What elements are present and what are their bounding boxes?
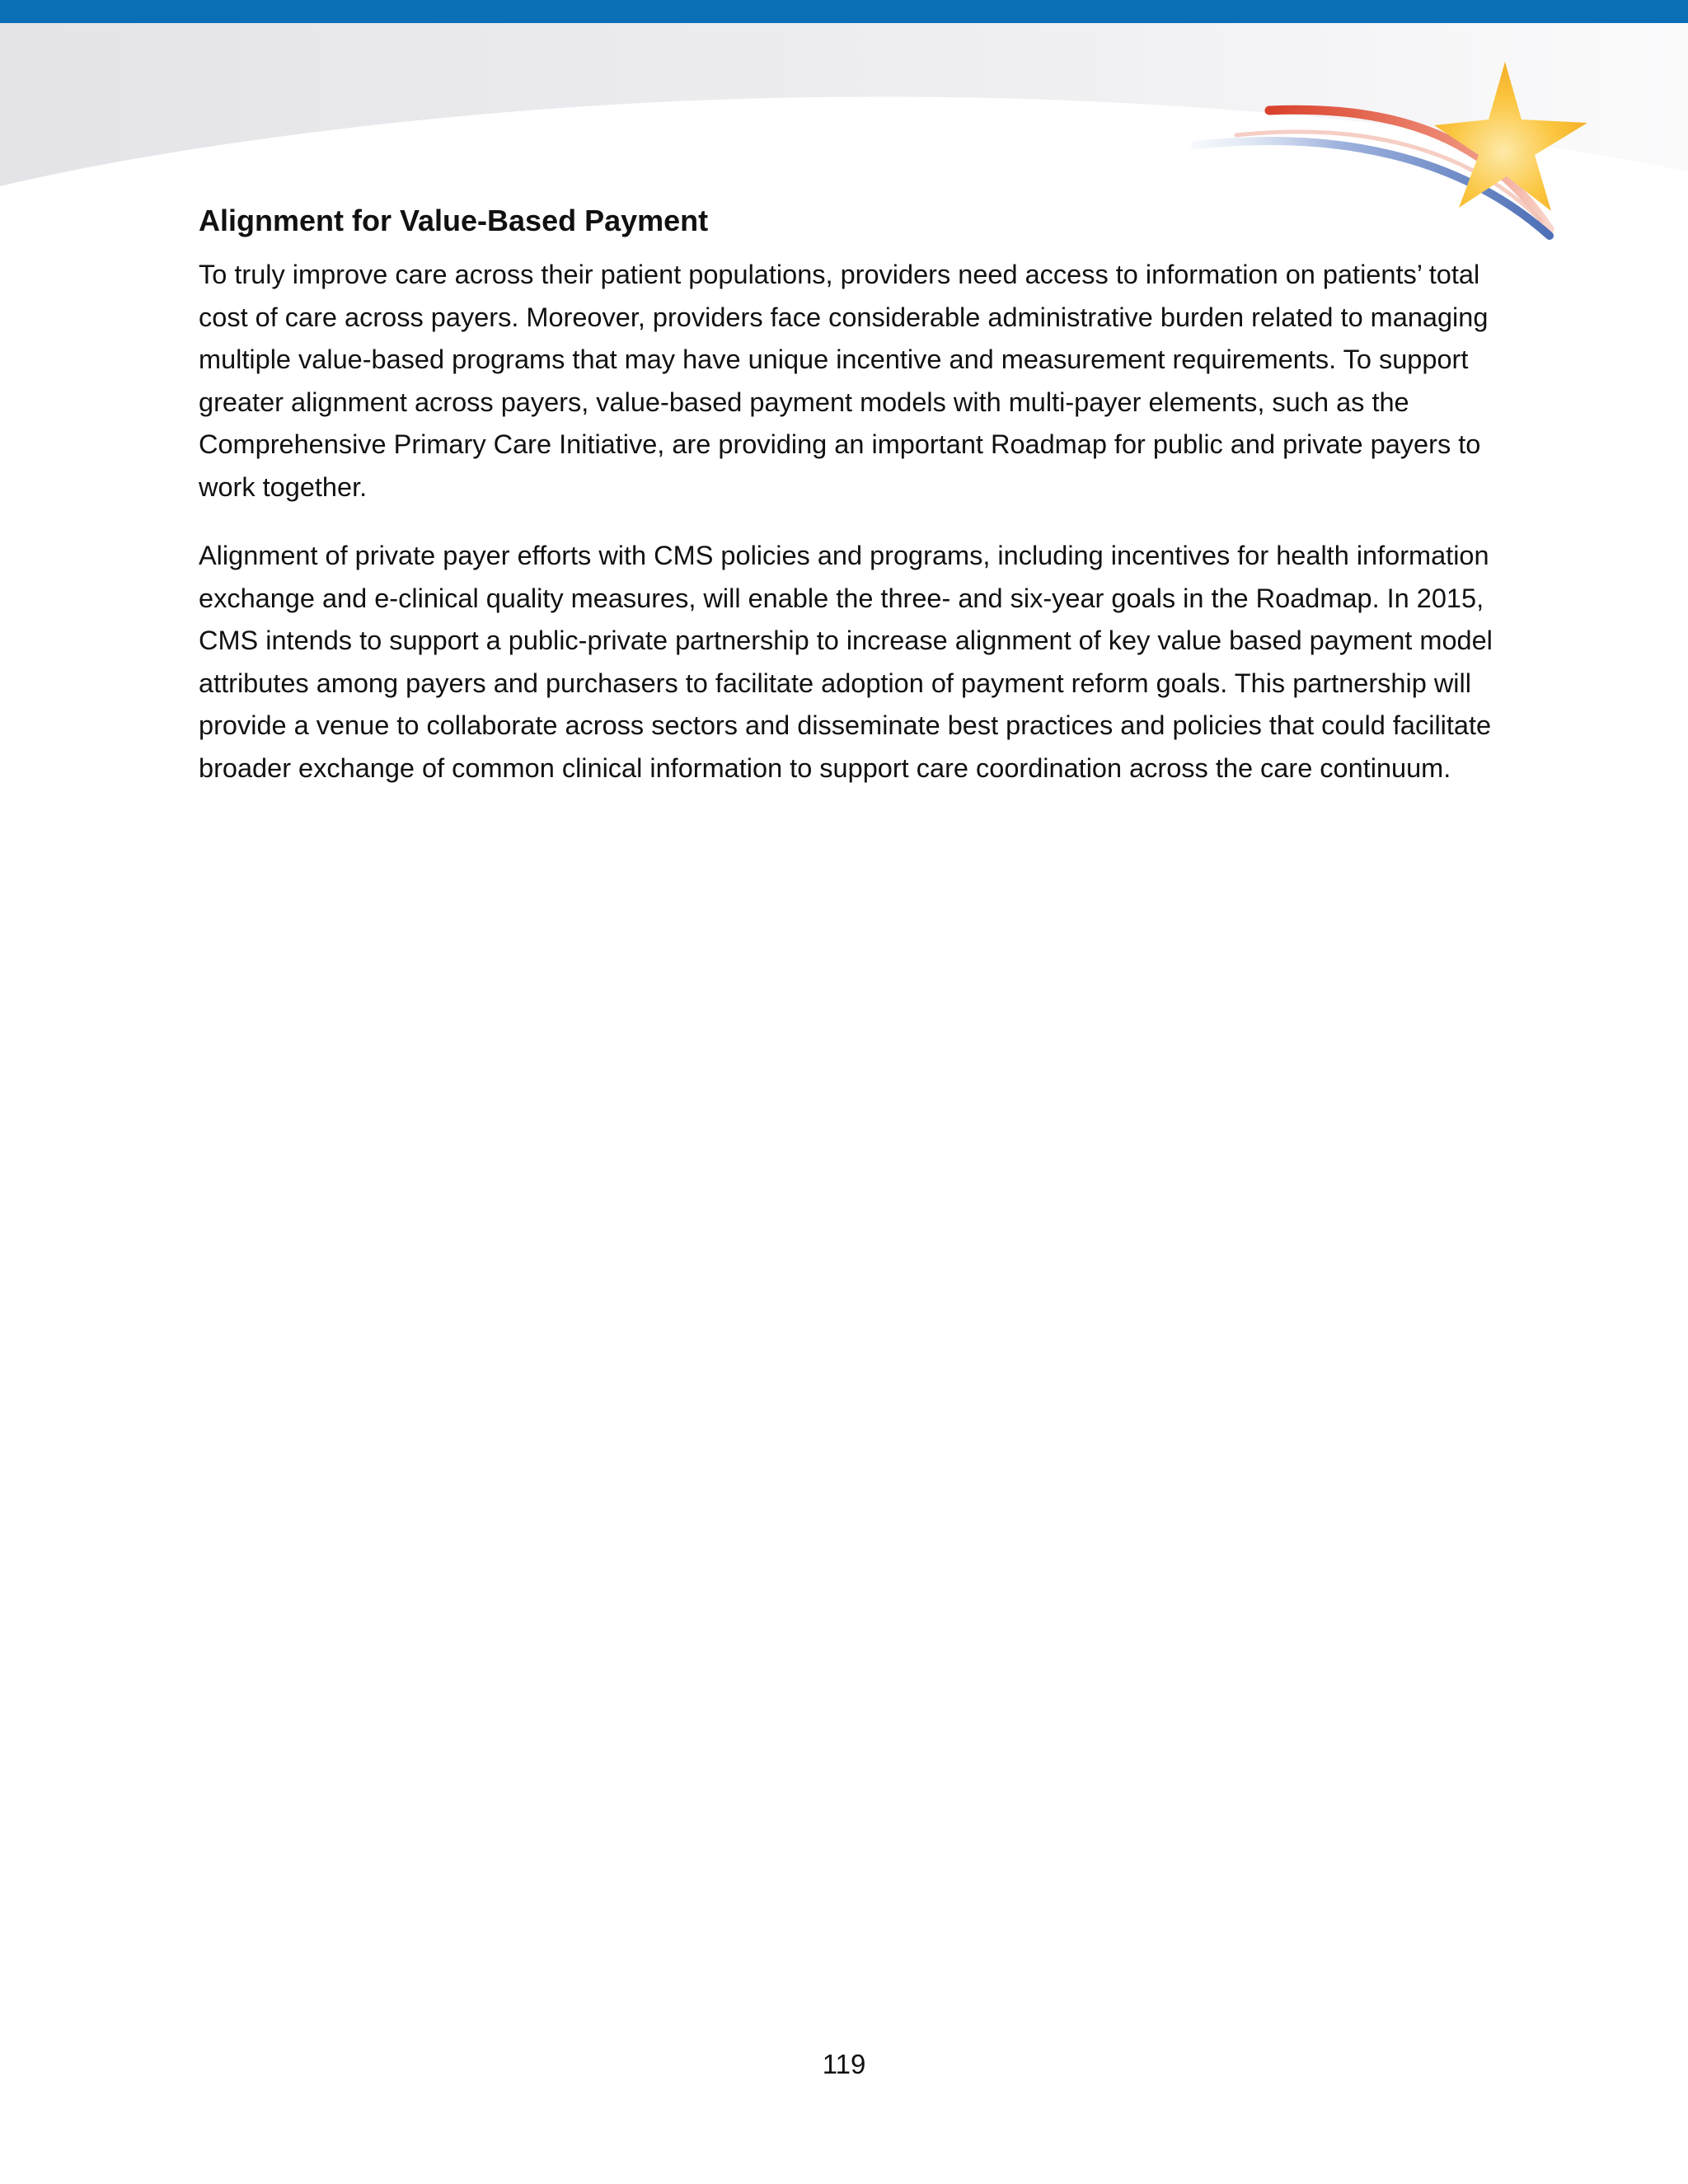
page-content	[199, 198, 1501, 816]
top-banner-bar	[0, 0, 1688, 23]
section-heading: Alignment for Value-Based Payment	[199, 204, 709, 237]
body-paragraph-2: Alignment of private payer efforts with CMS policies and programs, including incentives for health information exchange and e-clinical quality measures, will enable the three- and six-year goals in the Roadmap. In 2015, CMS intends to support a public-private partnership to increase alignment of key value based payment model attributes among payers and purchasers to facilitate adoption of payment reform goals. This partnership will provide a venue to collaborate across sectors and disseminate best practices and policies that could facilitate broader exchange of common clinical information to support care coordination across the care continuum.	[199, 541, 1493, 783]
page-number: 119	[822, 2049, 866, 2079]
body-paragraph-1: To truly improve care across their patient populations, providers need access to information on patients’ total cost of care across payers. Moreover, providers face considerable administrative burden related to managing multiple value-based programs that may have unique incentive and measurement requirements. To support greater alignment across payers, value-based payment models with multi-payer elements, such as the Comprehensive Primary Care Initiative, are providing an important Roadmap for public and private payers to work together.	[199, 260, 1489, 502]
